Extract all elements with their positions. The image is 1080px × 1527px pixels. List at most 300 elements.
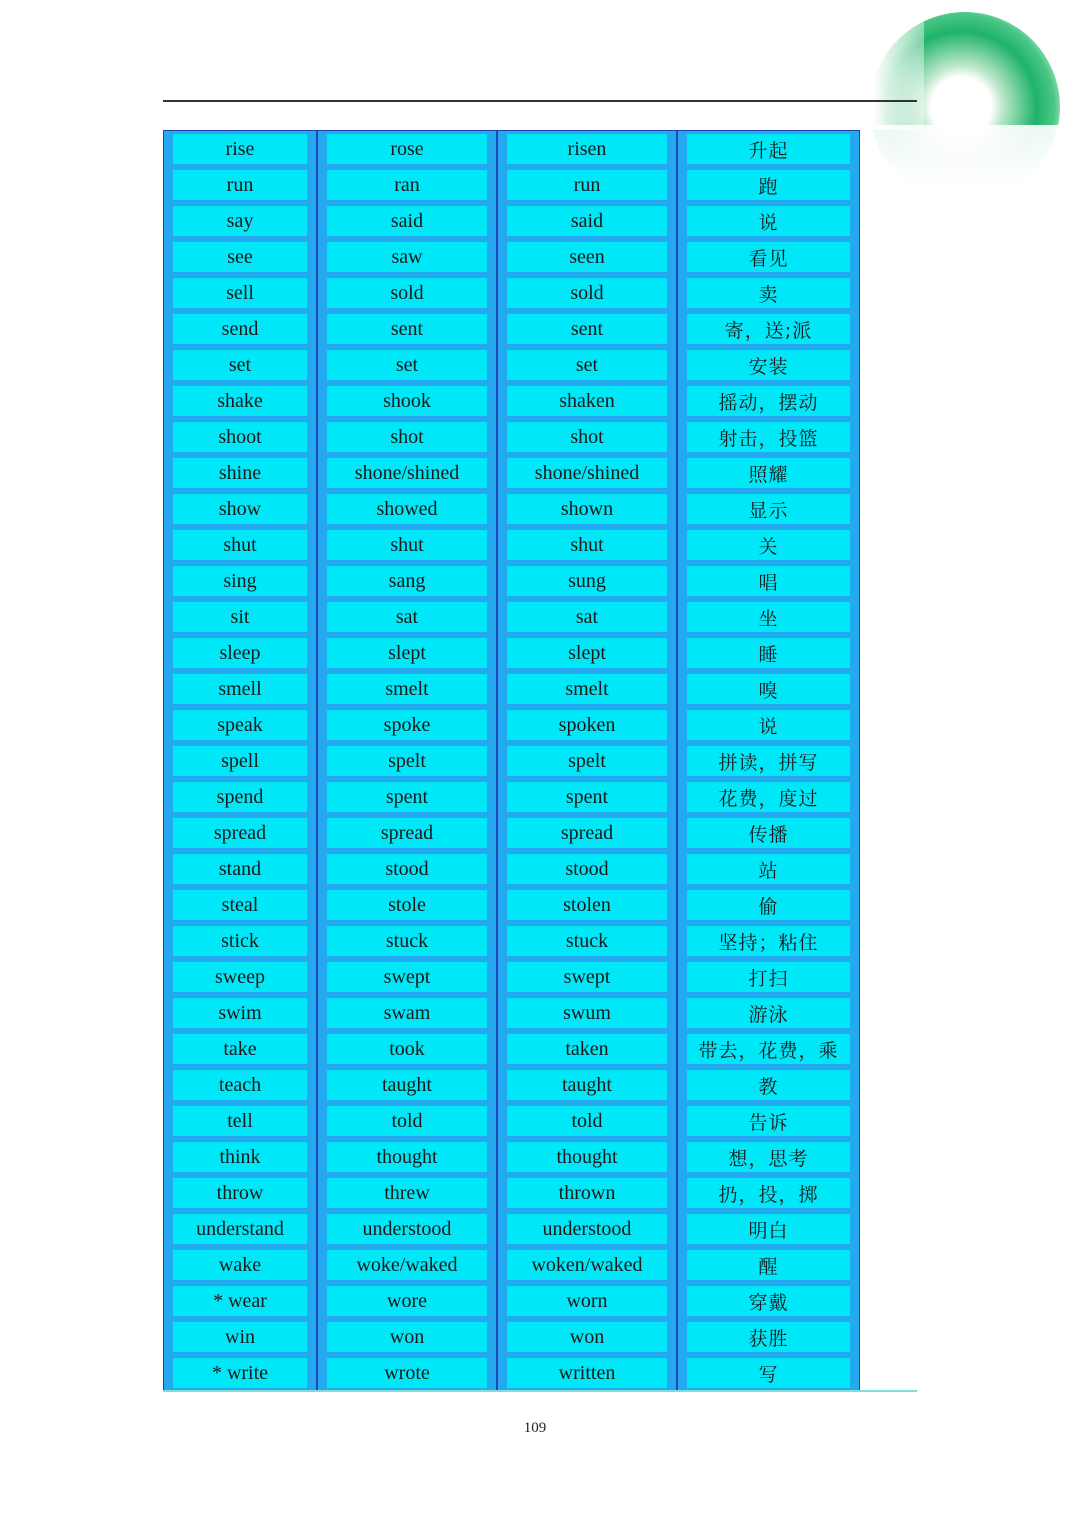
table-cell-past-participle [498, 239, 678, 275]
past-participle-text: run [507, 170, 667, 200]
past-tense-text: saw [327, 242, 487, 272]
past-tense-text: shook [327, 386, 487, 416]
past-participle-text: shaken [507, 386, 667, 416]
table-cell-chinese-meaning [678, 563, 859, 599]
table-cell-past-tense [318, 167, 498, 203]
table-cell-past-participle [498, 131, 678, 167]
base-form-text: stick [173, 926, 307, 956]
table-cell-chinese-meaning [678, 167, 859, 203]
table-row [164, 1211, 859, 1247]
table-cell-base-form [164, 455, 318, 491]
base-form-text: smell [173, 674, 307, 704]
table-cell-past-tense [318, 1067, 498, 1103]
base-form-text: say [173, 206, 307, 236]
past-tense-text: threw [327, 1178, 487, 1208]
table-cell-past-participle [498, 1247, 678, 1283]
table-cell-past-tense [318, 563, 498, 599]
table-cell-base-form [164, 851, 318, 887]
past-participle-text: shone/shined [507, 458, 667, 488]
table-row [164, 1283, 859, 1319]
table-cell-chinese-meaning [678, 419, 859, 455]
table-cell-base-form [164, 311, 318, 347]
chinese-meaning-text: 安装 [687, 350, 850, 380]
past-participle-text: sold [507, 278, 667, 308]
table-cell-past-tense [318, 383, 498, 419]
table-cell-base-form [164, 887, 318, 923]
past-participle-text: thought [507, 1142, 667, 1172]
table-row [164, 275, 859, 311]
table-cell-base-form [164, 1031, 318, 1067]
table-cell-chinese-meaning [678, 527, 859, 563]
table-cell-base-form [164, 1319, 318, 1355]
past-participle-text: spelt [507, 746, 667, 776]
table-cell-past-participle [498, 563, 678, 599]
table-cell-past-participle [498, 815, 678, 851]
table-cell-chinese-meaning [678, 851, 859, 887]
table-cell-past-tense [318, 599, 498, 635]
table-cell-base-form [164, 1355, 318, 1391]
table-row [164, 167, 859, 203]
chinese-meaning-text: 坐 [687, 602, 850, 632]
table-cell-past-participle [498, 959, 678, 995]
table-row [164, 1247, 859, 1283]
table-cell-chinese-meaning [678, 239, 859, 275]
base-form-text: win [173, 1322, 307, 1352]
table-row [164, 1319, 859, 1355]
table-cell-past-participle [498, 1319, 678, 1355]
table-cell-chinese-meaning [678, 923, 859, 959]
past-participle-text: won [507, 1322, 667, 1352]
past-participle-text: shot [507, 422, 667, 452]
table-cell-past-participle [498, 707, 678, 743]
table-cell-chinese-meaning [678, 599, 859, 635]
past-tense-text: wore [327, 1286, 487, 1316]
past-participle-text: sung [507, 566, 667, 596]
base-form-text: shoot [173, 422, 307, 452]
table-cell-chinese-meaning [678, 1319, 859, 1355]
base-form-text: stand [173, 854, 307, 884]
table-cell-past-tense [318, 779, 498, 815]
table-cell-base-form [164, 815, 318, 851]
chinese-meaning-text: 寄，送;派 [687, 314, 850, 344]
past-tense-text: took [327, 1034, 487, 1064]
table-row [164, 1175, 859, 1211]
table-row [164, 707, 859, 743]
table-cell-base-form [164, 167, 318, 203]
table-cell-base-form [164, 743, 318, 779]
table-row [164, 599, 859, 635]
table-cell-past-tense [318, 707, 498, 743]
past-tense-text: understood [327, 1214, 487, 1244]
base-form-text: tell [173, 1106, 307, 1136]
past-tense-text: swam [327, 998, 487, 1028]
past-tense-text: told [327, 1106, 487, 1136]
table-cell-base-form [164, 419, 318, 455]
table-cell-chinese-meaning [678, 887, 859, 923]
chinese-meaning-text: 拼读，拼写 [687, 746, 850, 776]
table-cell-past-tense [318, 239, 498, 275]
chinese-meaning-text: 获胜 [687, 1322, 850, 1352]
past-tense-text: won [327, 1322, 487, 1352]
table-cell-chinese-meaning [678, 707, 859, 743]
table-row [164, 1139, 859, 1175]
table-cell-past-tense [318, 275, 498, 311]
table-cell-chinese-meaning [678, 1067, 859, 1103]
table-cell-chinese-meaning [678, 1283, 859, 1319]
past-participle-text: stuck [507, 926, 667, 956]
table-cell-base-form [164, 131, 318, 167]
past-participle-text: set [507, 350, 667, 380]
table-cell-past-tense [318, 815, 498, 851]
table-row [164, 563, 859, 599]
table-cell-past-tense [318, 743, 498, 779]
chinese-meaning-text: 扔，投，掷 [687, 1178, 850, 1208]
base-form-text: wake [173, 1250, 307, 1280]
chinese-meaning-text: 想，思考 [687, 1142, 850, 1172]
base-form-text: think [173, 1142, 307, 1172]
chinese-meaning-text: 看见 [687, 242, 850, 272]
past-participle-text: swum [507, 998, 667, 1028]
chinese-meaning-text: 照耀 [687, 458, 850, 488]
past-participle-text: sat [507, 602, 667, 632]
base-form-text: throw [173, 1178, 307, 1208]
table-cell-past-tense [318, 671, 498, 707]
base-form-text: run [173, 170, 307, 200]
past-participle-text: spread [507, 818, 667, 848]
chinese-meaning-text: 说 [687, 206, 850, 236]
table-cell-chinese-meaning [678, 1139, 859, 1175]
base-form-text: swim [173, 998, 307, 1028]
table-cell-past-participle [498, 1283, 678, 1319]
chinese-meaning-text: 嗅 [687, 674, 850, 704]
base-form-text: shake [173, 386, 307, 416]
table-cell-base-form [164, 203, 318, 239]
table-cell-past-participle [498, 347, 678, 383]
past-participle-text: woken/waked [507, 1250, 667, 1280]
chinese-meaning-text: 写 [687, 1358, 850, 1388]
table-cell-base-form [164, 1067, 318, 1103]
chinese-meaning-text: 打扫 [687, 962, 850, 992]
table-cell-past-participle [498, 203, 678, 239]
past-participle-text: taken [507, 1034, 667, 1064]
table-cell-past-tense [318, 455, 498, 491]
past-tense-text: shone/shined [327, 458, 487, 488]
table-cell-base-form [164, 347, 318, 383]
past-participle-text: sent [507, 314, 667, 344]
chinese-meaning-text: 升起 [687, 134, 850, 164]
decorative-fade-left [860, 0, 924, 130]
table-cell-past-participle [498, 419, 678, 455]
table-cell-past-participle [498, 851, 678, 887]
past-participle-text: shut [507, 530, 667, 560]
table-cell-past-tense [318, 959, 498, 995]
table-cell-past-tense [318, 311, 498, 347]
table-cell-past-participle [498, 491, 678, 527]
table-cell-base-form [164, 707, 318, 743]
past-tense-text: thought [327, 1142, 487, 1172]
table-cell-past-tense [318, 1355, 498, 1391]
table-row [164, 887, 859, 923]
past-tense-text: slept [327, 638, 487, 668]
table-cell-chinese-meaning [678, 959, 859, 995]
chinese-meaning-text: 射击，投篮 [687, 422, 850, 452]
past-tense-text: stood [327, 854, 487, 884]
table-cell-chinese-meaning [678, 275, 859, 311]
table-row [164, 815, 859, 851]
table-cell-chinese-meaning [678, 203, 859, 239]
table-cell-base-form [164, 635, 318, 671]
past-tense-text: ran [327, 170, 487, 200]
base-form-text: show [173, 494, 307, 524]
table-cell-base-form [164, 1247, 318, 1283]
table-cell-base-form [164, 563, 318, 599]
table-cell-past-participle [498, 455, 678, 491]
table-cell-chinese-meaning [678, 311, 859, 347]
past-participle-text: spoken [507, 710, 667, 740]
table-cell-base-form [164, 779, 318, 815]
table-cell-base-form [164, 239, 318, 275]
table-cell-chinese-meaning [678, 1103, 859, 1139]
past-participle-text: stolen [507, 890, 667, 920]
past-participle-text: seen [507, 242, 667, 272]
base-form-text: take [173, 1034, 307, 1064]
table-cell-chinese-meaning [678, 131, 859, 167]
chinese-meaning-text: 明白 [687, 1214, 850, 1244]
table-row [164, 779, 859, 815]
table-row [164, 635, 859, 671]
past-participle-text: slept [507, 638, 667, 668]
table-cell-past-tense [318, 419, 498, 455]
base-form-text: * write [173, 1358, 307, 1388]
decorative-fade [860, 125, 1080, 225]
past-participle-text: understood [507, 1214, 667, 1244]
past-tense-text: wrote [327, 1358, 487, 1388]
past-tense-text: rose [327, 134, 487, 164]
table-cell-past-participle [498, 1067, 678, 1103]
table-cell-past-tense [318, 995, 498, 1031]
base-form-text: set [173, 350, 307, 380]
table-cell-past-tense [318, 887, 498, 923]
base-form-text: sweep [173, 962, 307, 992]
chinese-meaning-text: 关 [687, 530, 850, 560]
past-participle-text: said [507, 206, 667, 236]
base-form-text: shine [173, 458, 307, 488]
table-cell-chinese-meaning [678, 635, 859, 671]
table-cell-past-tense [318, 851, 498, 887]
table-cell-past-tense [318, 1103, 498, 1139]
table-cell-chinese-meaning [678, 743, 859, 779]
past-tense-text: said [327, 206, 487, 236]
table-cell-past-participle [498, 887, 678, 923]
page-number: 109 [523, 1420, 547, 1436]
table-cell-past-tense [318, 635, 498, 671]
past-participle-text: smelt [507, 674, 667, 704]
base-form-text: * wear [173, 1286, 307, 1316]
table-cell-past-tense [318, 1211, 498, 1247]
base-form-text: spell [173, 746, 307, 776]
base-form-text: understand [173, 1214, 307, 1244]
table-row [164, 239, 859, 275]
past-participle-text: taught [507, 1070, 667, 1100]
table-cell-past-tense [318, 923, 498, 959]
table-cell-base-form [164, 671, 318, 707]
table-cell-past-tense [318, 1139, 498, 1175]
chinese-meaning-text: 传播 [687, 818, 850, 848]
table-row [164, 527, 859, 563]
table-cell-past-tense [318, 491, 498, 527]
past-participle-text: written [507, 1358, 667, 1388]
table-cell-past-tense [318, 1283, 498, 1319]
table-cell-base-form [164, 959, 318, 995]
table-row [164, 347, 859, 383]
table-cell-past-tense [318, 1247, 498, 1283]
past-participle-text: swept [507, 962, 667, 992]
table-cell-past-participle [498, 275, 678, 311]
base-form-text: see [173, 242, 307, 272]
table-cell-past-tense [318, 527, 498, 563]
table-cell-chinese-meaning [678, 995, 859, 1031]
table-cell-past-participle [498, 923, 678, 959]
past-tense-text: spelt [327, 746, 487, 776]
table-cell-base-form [164, 1103, 318, 1139]
table-row [164, 1103, 859, 1139]
past-tense-text: woke/waked [327, 1250, 487, 1280]
table-cell-past-participle [498, 599, 678, 635]
table-cell-past-participle [498, 1355, 678, 1391]
base-form-text: sleep [173, 638, 307, 668]
table-row [164, 491, 859, 527]
past-participle-text: risen [507, 134, 667, 164]
table-cell-base-form [164, 1175, 318, 1211]
table-cell-past-participle [498, 383, 678, 419]
table-cell-base-form [164, 1139, 318, 1175]
chinese-meaning-text: 带去，花费，乘 [687, 1034, 850, 1064]
past-tense-text: swept [327, 962, 487, 992]
table-cell-chinese-meaning [678, 1355, 859, 1391]
base-form-text: spread [173, 818, 307, 848]
table-cell-base-form [164, 275, 318, 311]
table-row [164, 383, 859, 419]
table-row [164, 455, 859, 491]
chinese-meaning-text: 醒 [687, 1250, 850, 1280]
chinese-meaning-text: 说 [687, 710, 850, 740]
table-cell-chinese-meaning [678, 1211, 859, 1247]
table-row [164, 1355, 859, 1391]
table-cell-chinese-meaning [678, 347, 859, 383]
base-form-text: steal [173, 890, 307, 920]
table-cell-chinese-meaning [678, 1175, 859, 1211]
table-cell-chinese-meaning [678, 815, 859, 851]
past-tense-text: spoke [327, 710, 487, 740]
table-row [164, 995, 859, 1031]
table-cell-base-form [164, 1211, 318, 1247]
table-row [164, 959, 859, 995]
chinese-meaning-text: 游泳 [687, 998, 850, 1028]
chinese-meaning-text: 摇动，摆动 [687, 386, 850, 416]
base-form-text: sell [173, 278, 307, 308]
past-participle-text: told [507, 1106, 667, 1136]
past-tense-text: spent [327, 782, 487, 812]
past-tense-text: shot [327, 422, 487, 452]
table-cell-past-tense [318, 1175, 498, 1211]
table-row [164, 419, 859, 455]
past-tense-text: set [327, 350, 487, 380]
table-cell-past-participle [498, 779, 678, 815]
table-cell-past-participle [498, 635, 678, 671]
base-form-text: sit [173, 602, 307, 632]
table-cell-past-tense [318, 1319, 498, 1355]
past-participle-text: shown [507, 494, 667, 524]
table-cell-past-tense [318, 1031, 498, 1067]
table-row [164, 671, 859, 707]
table-cell-chinese-meaning [678, 455, 859, 491]
past-tense-text: showed [327, 494, 487, 524]
table-cell-chinese-meaning [678, 779, 859, 815]
table-cell-base-form [164, 995, 318, 1031]
table-row [164, 131, 859, 167]
chinese-meaning-text: 教 [687, 1070, 850, 1100]
past-tense-text: stuck [327, 926, 487, 956]
table-row [164, 851, 859, 887]
table-row [164, 743, 859, 779]
table-cell-past-participle [498, 1139, 678, 1175]
past-tense-text: shut [327, 530, 487, 560]
base-form-text: rise [173, 134, 307, 164]
past-participle-text: spent [507, 782, 667, 812]
table-cell-past-participle [498, 1211, 678, 1247]
base-form-text: sing [173, 566, 307, 596]
base-form-text: shut [173, 530, 307, 560]
table-cell-past-participle [498, 527, 678, 563]
table-cell-chinese-meaning [678, 383, 859, 419]
past-tense-text: stole [327, 890, 487, 920]
past-tense-text: spread [327, 818, 487, 848]
table-row [164, 923, 859, 959]
past-tense-text: smelt [327, 674, 487, 704]
table-cell-base-form [164, 527, 318, 563]
past-tense-text: sat [327, 602, 487, 632]
past-tense-text: sent [327, 314, 487, 344]
past-tense-text: sold [327, 278, 487, 308]
chinese-meaning-text: 穿戴 [687, 1286, 850, 1316]
chinese-meaning-text: 坚持；粘住 [687, 926, 850, 956]
table-cell-base-form [164, 923, 318, 959]
table-row [164, 1031, 859, 1067]
table-row [164, 311, 859, 347]
table-cell-base-form [164, 491, 318, 527]
table-cell-base-form [164, 1283, 318, 1319]
table-cell-chinese-meaning [678, 491, 859, 527]
base-form-text: spend [173, 782, 307, 812]
table-cell-past-participle [498, 311, 678, 347]
footer-rule [163, 1390, 917, 1392]
chinese-meaning-text: 花费，度过 [687, 782, 850, 812]
table-cell-past-participle [498, 995, 678, 1031]
past-tense-text: sang [327, 566, 487, 596]
table-row [164, 1067, 859, 1103]
chinese-meaning-text: 睡 [687, 638, 850, 668]
chinese-meaning-text: 告诉 [687, 1106, 850, 1136]
table-cell-past-tense [318, 131, 498, 167]
table-cell-past-participle [498, 1175, 678, 1211]
base-form-text: speak [173, 710, 307, 740]
table-cell-past-participle [498, 1031, 678, 1067]
table-cell-past-participle [498, 1103, 678, 1139]
chinese-meaning-text: 偷 [687, 890, 850, 920]
table-cell-past-participle [498, 671, 678, 707]
chinese-meaning-text: 卖 [687, 278, 850, 308]
chinese-meaning-text: 跑 [687, 170, 850, 200]
